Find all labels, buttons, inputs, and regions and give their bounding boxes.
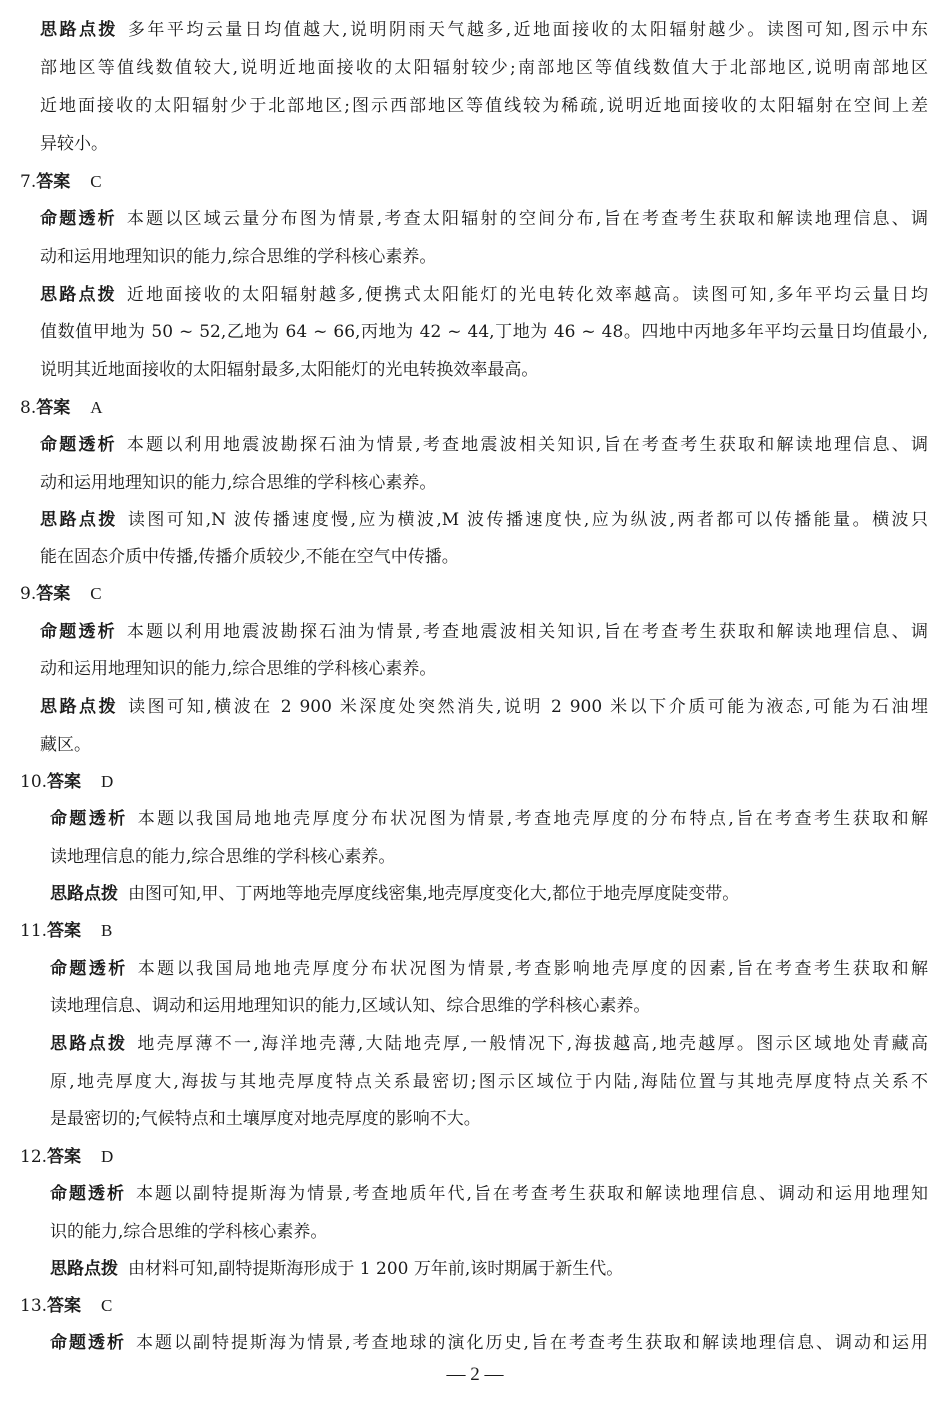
q13-intent-line-1: 命题透析 本题以副特提斯海为情景,考查地球的演化历史,旨在考查考生获取和解读地理信息、调动和运用 xyxy=(50,1333,929,1353)
q11-tip-line-3: 是最密切的;气候特点和土壤厚度对地壳厚度的影响不大。 xyxy=(50,1109,481,1129)
q7-intent-line-1: 命题透析 本题以区域云量分布图为情景,考查太阳辐射的空间分布,旨在考查考生获取和解读地理信息、调 xyxy=(40,209,928,229)
q6-tip-line-4: 异较小。 xyxy=(40,134,108,154)
q12-answer-letter: D xyxy=(101,1147,114,1166)
q7-tip-line-3: 说明其近地面接收的太阳辐射最多,太阳能灯的光电转换效率最高。 xyxy=(40,360,539,380)
q6-tip-line-3: 近地面接收的太阳辐射少于北部地区;图示西部地区等值线较为稀疏,说明近地面接收的太阳辐射在空间上差 xyxy=(40,96,928,116)
q12-tip-line-1: 思路点拨 由材料可知,副特提斯海形成于 1 200 万年前,该时期属于新生代。 xyxy=(50,1259,624,1279)
q10-answer-letter: D xyxy=(101,772,114,791)
q11-tip-line-1: 思路点拨 地壳厚薄不一,海洋地壳薄,大陆地壳厚,一般情况下,海拔越高,地壳越厚。图示区域地处青藏高 xyxy=(50,1034,928,1054)
q10-intent-line-1: 命题透析 本题以我国局地地壳厚度分布状况图为情景,考查地壳厚度的分布特点,旨在考查考生获取和解 xyxy=(50,809,929,829)
q8-answer-letter: A xyxy=(90,398,103,417)
q7-intent-line-2: 动和运用地理知识的能力,综合思维的学科核心素养。 xyxy=(40,247,437,267)
q6-tip-line-2: 部地区等值线数值较大,说明近地面接收的太阳辐射较少;南部地区等值线数值大于北部地区,说明南部地区 xyxy=(40,58,928,78)
q6-tip-label: 思路点拨 xyxy=(40,20,118,40)
page-number: — 2 — xyxy=(446,1364,504,1385)
q7-answer: 7.答案 C xyxy=(20,172,102,192)
q9-answer-letter: C xyxy=(90,584,102,603)
q9-intent-line-2: 动和运用地理知识的能力,综合思维的学科核心素养。 xyxy=(40,659,437,679)
q11-answer-letter: B xyxy=(101,921,113,940)
q10-answer: 10.答案 D xyxy=(20,772,114,792)
q12-intent-line-1: 命题透析 本题以副特提斯海为情景,考查地质年代,旨在考查考生获取和解读地理信息、调动和运用地理知 xyxy=(50,1184,929,1204)
q6-tip-line-1: 思路点拨 多年平均云量日均值越大,说明阴雨天气越多,近地面接收的太阳辐射越少。读图可知,图示中东 xyxy=(40,20,929,40)
q12-answer: 12.答案 D xyxy=(20,1147,114,1167)
q8-intent-line-2: 动和运用地理知识的能力,综合思维的学科核心素养。 xyxy=(40,473,437,493)
q9-tip-line-1: 思路点拨 读图可知,横波在 2 900 米深度处突然消失,说明 2 900 米以下介质可能为液态,可能为石油埋 xyxy=(40,697,928,717)
q11-intent-line-1: 命题透析 本题以我国局地地壳厚度分布状况图为情景,考查影响地壳厚度的因素,旨在考查考生获取和解 xyxy=(50,959,929,979)
q7-tip-line-1: 思路点拨 近地面接收的太阳辐射越多,便携式太阳能灯的光电转化效率越高。读图可知,多年平均云量日均 xyxy=(40,285,928,305)
q13-answer-letter: C xyxy=(101,1296,113,1315)
q8-answer: 8.答案 A xyxy=(20,398,103,418)
q9-intent-line-1: 命题透析 本题以利用地震波勘探石油为情景,考查地震波相关知识,旨在考查考生获取和解读地理信息、调 xyxy=(40,622,928,642)
q8-tip-line-1: 思路点拨 读图可知,N 波传播速度慢,应为横波,M 波传播速度快,应为纵波,两者都可以传播能量。横波只 xyxy=(40,510,928,530)
q11-tip-line-2: 原,地壳厚度大,海拔与其地壳厚度特点关系最密切;图示区域位于内陆,海陆位置与其地壳厚度特点关系不 xyxy=(50,1072,928,1092)
q9-answer: 9.答案 C xyxy=(20,584,102,604)
q10-intent-line-2: 读地理信息的能力,综合思维的学科核心素养。 xyxy=(50,847,396,867)
q7-tip-line-2: 值数值甲地为 50 ~ 52,乙地为 64 ~ 66,丙地为 42 ~ 44,丁地为 46 ~ 48。四地中丙地多年平均云量日均值最小, xyxy=(40,322,928,342)
q8-tip-line-2: 能在固态介质中传播,传播介质较少,不能在空气中传播。 xyxy=(40,547,459,567)
q13-answer: 13.答案 C xyxy=(20,1296,113,1316)
q12-intent-line-2: 识的能力,综合思维的学科核心素养。 xyxy=(50,1222,328,1242)
q10-tip-line-1: 思路点拨 由图可知,甲、丁两地等地壳厚度线密集,地壳厚度变化大,都位于地壳厚度陡变带。 xyxy=(50,884,740,904)
q8-intent-line-1: 命题透析 本题以利用地震波勘探石油为情景,考查地震波相关知识,旨在考查考生获取和解读地理信息、调 xyxy=(40,435,928,455)
q11-answer: 11.答案 B xyxy=(20,921,113,941)
q11-intent-line-2: 读地理信息、调动和运用地理知识的能力,区域认知、综合思维的学科核心素养。 xyxy=(50,996,651,1016)
q7-answer-letter: C xyxy=(90,172,102,191)
q9-tip-line-2: 藏区。 xyxy=(40,735,91,755)
